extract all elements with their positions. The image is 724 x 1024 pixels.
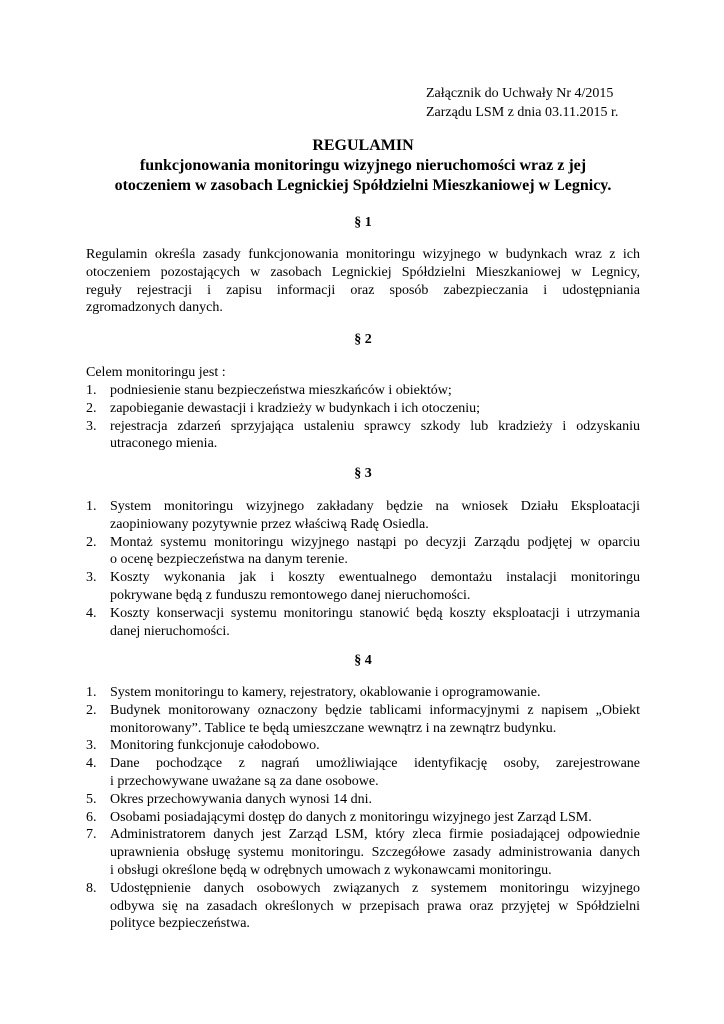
document-title bbox=[86, 136, 640, 196]
list-item bbox=[86, 737, 640, 755]
list-item bbox=[86, 534, 640, 570]
list-item bbox=[86, 791, 640, 809]
section-3-list bbox=[86, 498, 640, 640]
list-item-number: 2. bbox=[86, 534, 97, 550]
list-item-text: polityce bezpieczeństwa. bbox=[110, 916, 250, 932]
list-item-text: Budynek monitorowany oznaczony będzie tablicami informacyjnymi z napisem „Obiekt bbox=[110, 702, 640, 718]
annex-note bbox=[426, 84, 618, 122]
list-item-text: Dane pochodzące z nagrań umożliwiające identyfikację osoby, zarejestrowane bbox=[110, 756, 640, 772]
paragraph-line: Regulamin określa zasady funkcjonowania monitoringu wizyjnego w budynkach wraz z ich bbox=[86, 247, 640, 262]
title-main: REGULAMIN bbox=[312, 137, 414, 154]
list-item-text: zaopiniowany pozytywnie przez właściwą Radę Osiedla. bbox=[110, 516, 429, 532]
list-item-text: podniesienie stanu bezpieczeństwa mieszkańców i obiektów; bbox=[110, 383, 452, 398]
title-line-3: otoczeniem w zasobach Legnickiej Spółdzielni Mieszkaniowej w Legnicy. bbox=[114, 177, 612, 194]
list-item-number: 7. bbox=[86, 827, 97, 843]
paragraph-line: otoczeniem pozostających w zasobach Legnickiej Spółdzielni Mieszkaniowej w Legnicy, bbox=[86, 264, 640, 280]
list-item-text: Administratorem danych jest Zarząd LSM, który zleca firmie posiadającej odpowiednie bbox=[110, 827, 640, 843]
list-item-number: 3. bbox=[86, 570, 97, 586]
list-item-text: uprawnienia obsługę systemu monitoringu. Szczegółowe zasady administrowania danych bbox=[110, 845, 640, 861]
annex-line-1: Załącznik do Uchwały Nr 4/2015 bbox=[426, 86, 614, 101]
section-2-intro: Celem monitoringu jest : bbox=[86, 365, 226, 380]
list-item-text: rejestracja zdarzeń sprzyjająca ustaleniu sprawcy szkody lub kradzieży i odzyskaniu bbox=[110, 418, 640, 434]
list-item-number: 2. bbox=[86, 702, 97, 718]
list-item bbox=[86, 702, 640, 738]
list-item-number: 1. bbox=[86, 383, 97, 398]
list-item-text: o ocenę bezpieczeństwa na danym terenie. bbox=[110, 552, 348, 568]
list-item-number: 6. bbox=[86, 809, 97, 825]
list-item-text: Osobami posiadającymi dostęp do danych z monitoringu wizyjnego jest Zarząd LSM. bbox=[110, 809, 592, 825]
list-item bbox=[86, 755, 640, 791]
list-item bbox=[86, 880, 640, 933]
list-item bbox=[86, 498, 640, 534]
list-item-text: Montaż systemu monitoringu wizyjnego nastąpi po decyzji Zarządu podjętej w oparciu bbox=[110, 534, 640, 550]
list-item-text: Udostępnienie danych osobowych związanych z systemem monitoringu wizyjnego bbox=[110, 880, 640, 896]
paragraph-line: zgromadzonych danych. bbox=[86, 300, 223, 316]
annex-line-2: Zarządu LSM z dnia 03.11.2015 r. bbox=[426, 105, 619, 120]
list-item-text: System monitoringu wizyjnego zakładany będzie na wniosek Działu Eksploatacji bbox=[110, 499, 640, 514]
list-item-text: System monitoringu to kamery, rejestratory, okablowanie i oprogramowanie. bbox=[110, 685, 541, 700]
list-item-number: 3. bbox=[86, 738, 97, 754]
list-item-number: 4. bbox=[86, 756, 97, 772]
title-line-2: funkcjonowania monitoringu wizyjnego nieruchomości wraz z jej bbox=[139, 157, 587, 174]
list-item bbox=[86, 400, 640, 418]
list-item-number: 1. bbox=[86, 499, 97, 514]
list-item-text: i obsługi określone będą w odrębnych umowach z wykonawcami monitoringu. bbox=[110, 862, 552, 878]
list-item-number: 1. bbox=[86, 685, 97, 700]
list-item-text: odbywa się na zasadach określonych w przepisach prawa oraz przyjętej w Spółdzielni bbox=[110, 898, 640, 914]
paragraph-line: reguły rejestracji i zapisu informacji oraz sposób zabezpieczania i udostępniania bbox=[86, 282, 640, 298]
list-item-text: Koszty wykonania jak i koszty ewentualnego demontażu instalacji monitoringu bbox=[110, 570, 640, 586]
list-item bbox=[86, 826, 640, 879]
section-1-heading: § 1 bbox=[354, 215, 372, 230]
section-2-list bbox=[86, 382, 640, 453]
list-item-number: 2. bbox=[86, 400, 97, 416]
list-item bbox=[86, 605, 640, 641]
list-item bbox=[86, 418, 640, 454]
list-item bbox=[86, 809, 640, 827]
list-item-text: danej nieruchomości. bbox=[110, 623, 230, 639]
section-1-paragraph bbox=[86, 246, 640, 317]
list-item bbox=[86, 569, 640, 605]
list-item-text: Okres przechowywania danych wynosi 14 dni. bbox=[110, 791, 373, 807]
list-item-text: i przechowywane uważane są za dane osobowe. bbox=[110, 773, 379, 789]
section-4-heading: § 4 bbox=[354, 653, 372, 668]
section-3-heading: § 3 bbox=[354, 466, 372, 481]
list-item-text: Monitoring funkcjonuje całodobowo. bbox=[110, 738, 320, 754]
list-item-number: 8. bbox=[86, 880, 97, 896]
list-item-text: Koszty konserwacji systemu monitoringu stanowić będą koszty eksploatacji i utrzymania bbox=[110, 605, 640, 621]
list-item-number: 5. bbox=[86, 791, 97, 807]
list-item-text: utraconego mienia. bbox=[110, 436, 218, 452]
section-4-list bbox=[86, 684, 640, 933]
list-item bbox=[86, 382, 640, 400]
list-item bbox=[86, 684, 640, 702]
section-2-heading: § 2 bbox=[354, 332, 372, 347]
list-item-text: monitorowany”. Tablice te będą umieszczane wewnątrz i na zewnątrz budynku. bbox=[110, 720, 557, 736]
list-item-number: 3. bbox=[86, 418, 97, 434]
list-item-number: 4. bbox=[86, 605, 97, 621]
list-item-text: pokrywane będą z funduszu remontowego danej nieruchomości. bbox=[110, 587, 471, 603]
list-item-text: zapobieganie dewastacji i kradzieży w budynkach i ich otoczeniu; bbox=[110, 400, 481, 416]
